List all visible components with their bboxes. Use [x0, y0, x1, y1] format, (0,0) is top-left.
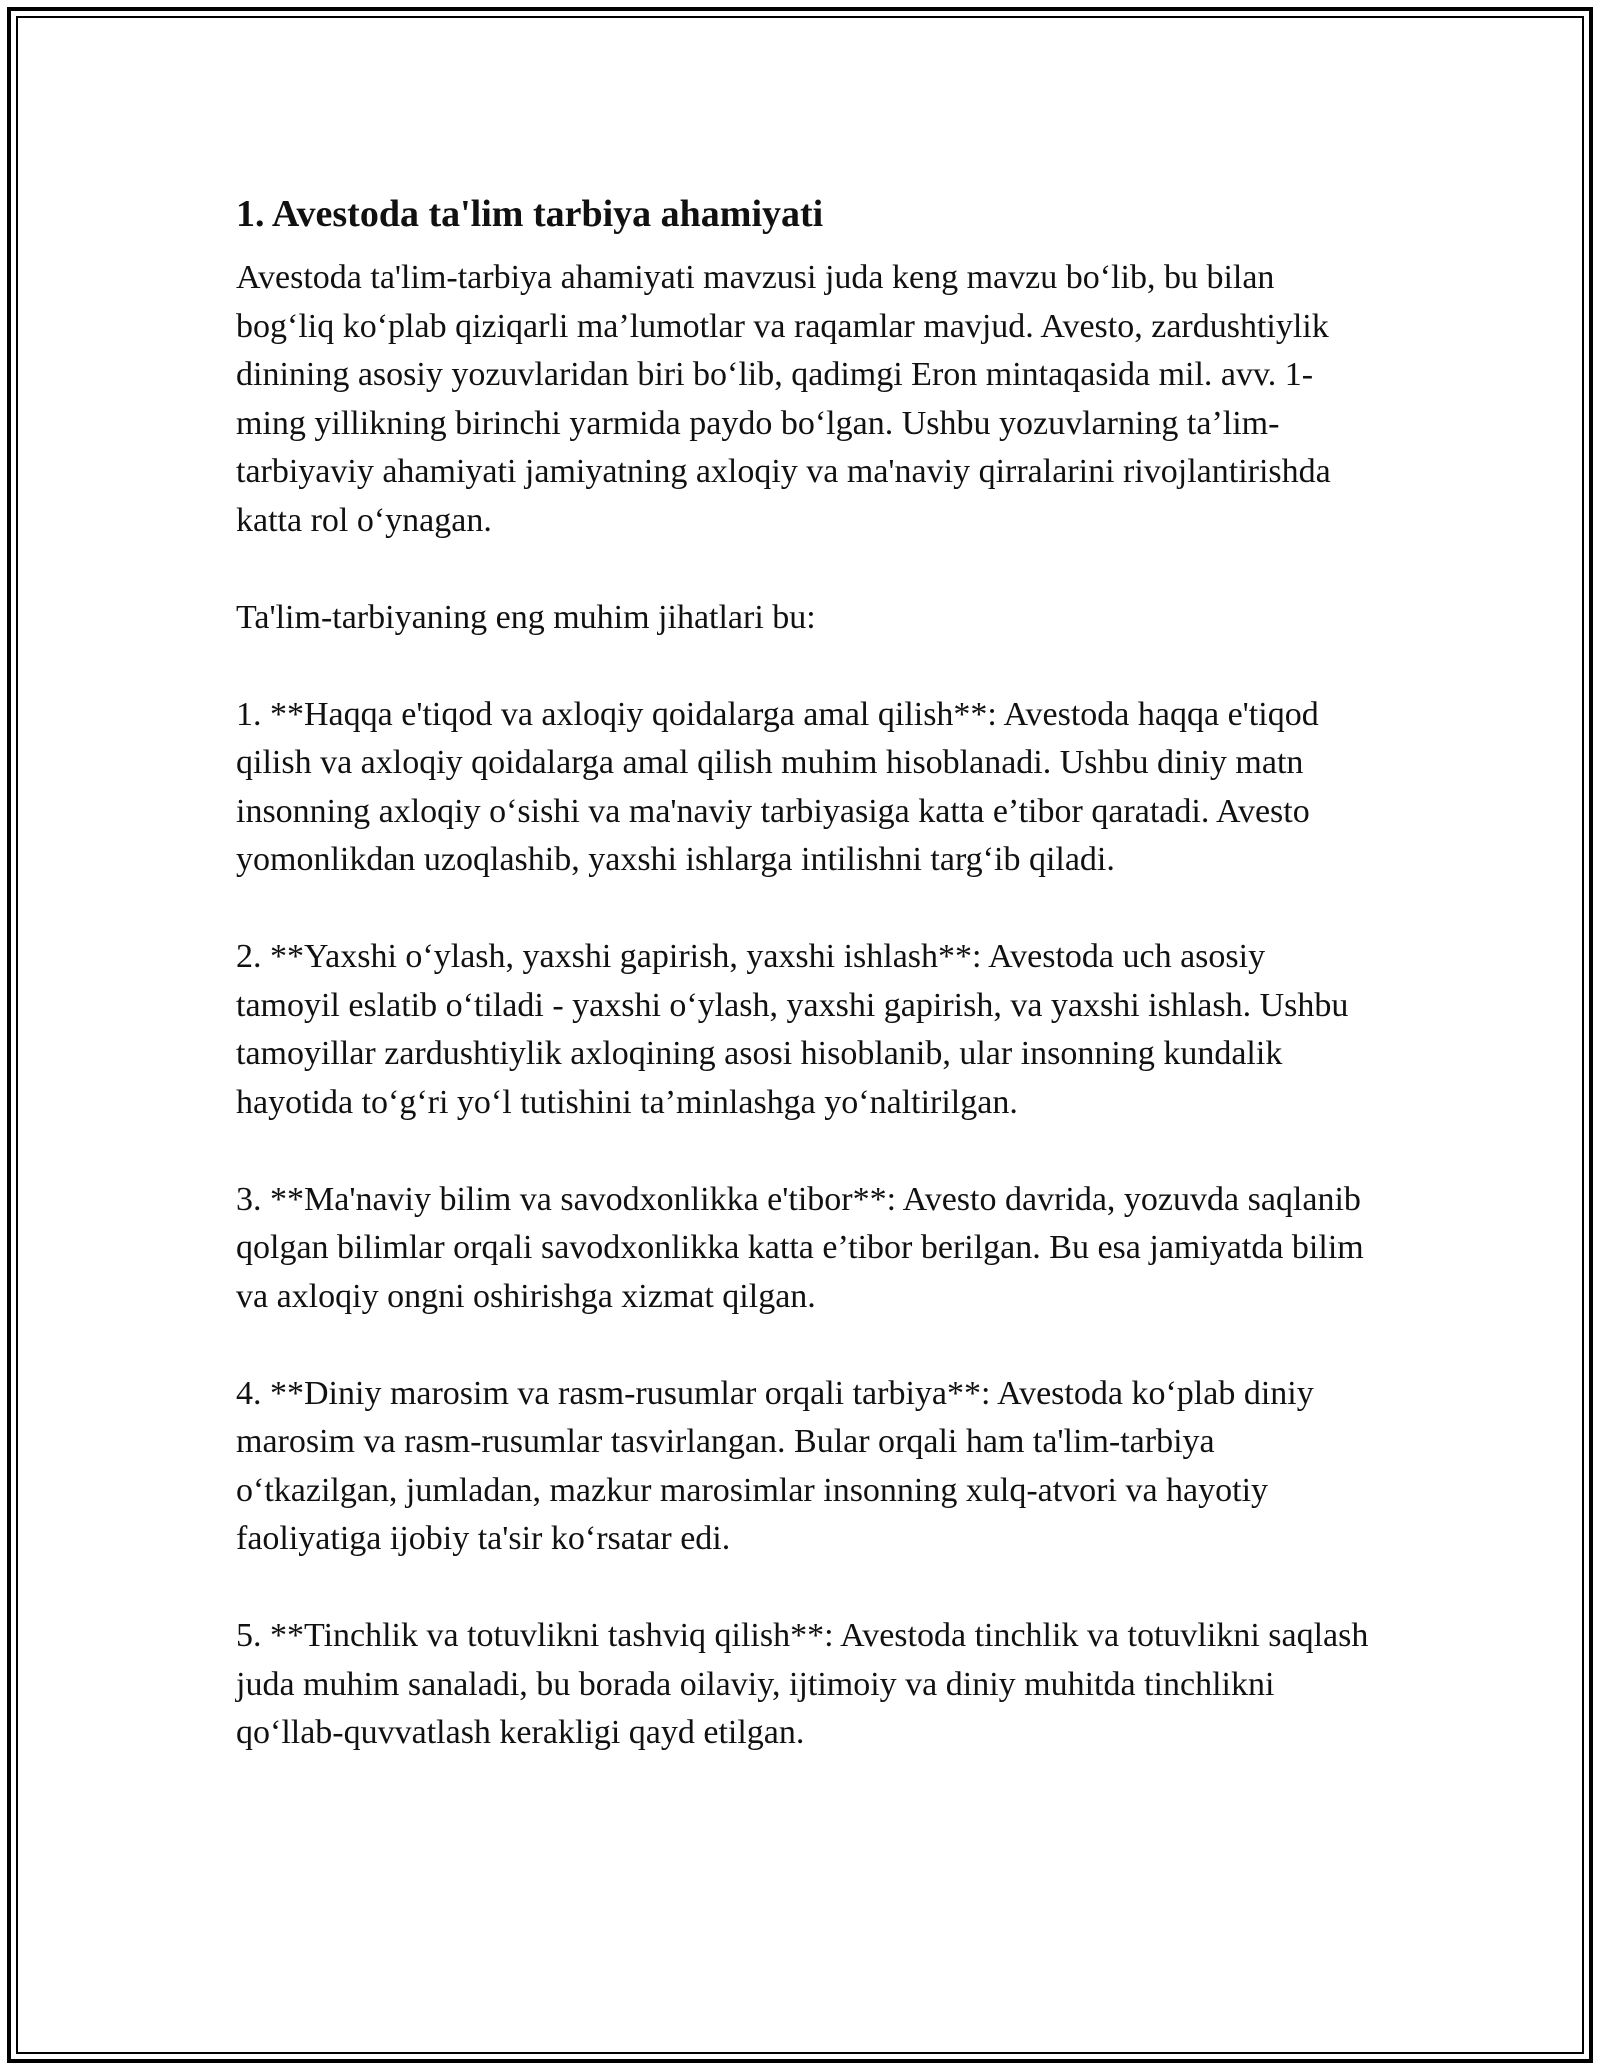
list-item: 2. **Yaxshi o‘ylash, yaxshi gapirish, yaxshi ishlash**: Avestoda uch asosiy tamoyil eslatib o‘tiladi - yaxshi o‘ylash, yaxshi gapirish, va yaxshi ishlash. Ushbu tamoyillar zardushtiylik axloqining asosi hisoblanib, ular insonning kundalik hayotida to‘g‘ri yo‘l tutishini ta’minlashga yo‘naltirilgan. [236, 938, 1349, 1121]
list-item: 1. **Haqqa e'tiqod va axloqiy qoidalarga amal qilish**: Avestoda haqqa e'tiqod qilish va axloqiy qoidalarga amal qilish muhim hisoblanadi. Ushbu diniy matn insonning axloqiy o‘sishi va ma'naviy tarbiyasiga katta e’tibor qaratadi. Avesto yomonlikdan uzoqlashib, yaxshi ishlarga intilishni targ‘ib qiladi. [236, 695, 1319, 878]
list-item: 3. **Ma'naviy bilim va savodxonlikka e'tibor**: Avesto davrida, yozuvda saqlanib qolgan bilimlar orqali savodxonlikka katta e’tibor berilgan. Bu esa jamiyatda bilim va axloqiy ongni oshirishga xizmat qilgan. [236, 1180, 1364, 1315]
lead-paragraph: Ta'lim-tarbiyaning eng muhim jihatlari bu: [236, 598, 816, 636]
document-body [236, 186, 1376, 1758]
intro-paragraph: Avestoda ta'lim-tarbiya ahamiyati mavzusi juda keng mavzu bo‘lib, bu bilan bog‘liq ko‘plab qiziqarli ma’lumotlar va raqamlar mavjud. Avesto, zardushtiylik dinining asosiy yozuvlaridan biri bo‘lib, qadimgi Eron mintaqasida mil. avv. 1-ming yillikning birinchi yarmida paydo bo‘lgan. Ushbu yozuvlarning ta’lim-tarbiyaviy ahamiyati jamiyatning axloqiy va ma'naviy qirralarini rivojlantirishda katta rol o‘ynagan. [236, 259, 1331, 539]
list-item: 5. **Tinchlik va totuvlikni tashviq qilish**: Avestoda tinchlik va totuvlikni saqlash juda muhim sanaladi, bu borada oilaviy, ijtimoiy va diniy muhitda tinchlikni qo‘llab-quvvatlash kerakligi qayd etilgan. [236, 1617, 1369, 1751]
document-title: 1. Avestoda ta'lim tarbiya ahamiyati [236, 193, 824, 235]
list-item: 4. **Diniy marosim va rasm-rusumlar orqali tarbiya**: Avestoda ko‘plab diniy marosim va rasm-rusumlar tasvirlangan. Bular orqali ham ta'lim-tarbiya o‘tkazilgan, jumladan, mazkur marosimlar insonning xulq-atvori va hayotiy faoliyatiga ijobiy ta'sir ko‘rsatar edi. [236, 1374, 1314, 1557]
